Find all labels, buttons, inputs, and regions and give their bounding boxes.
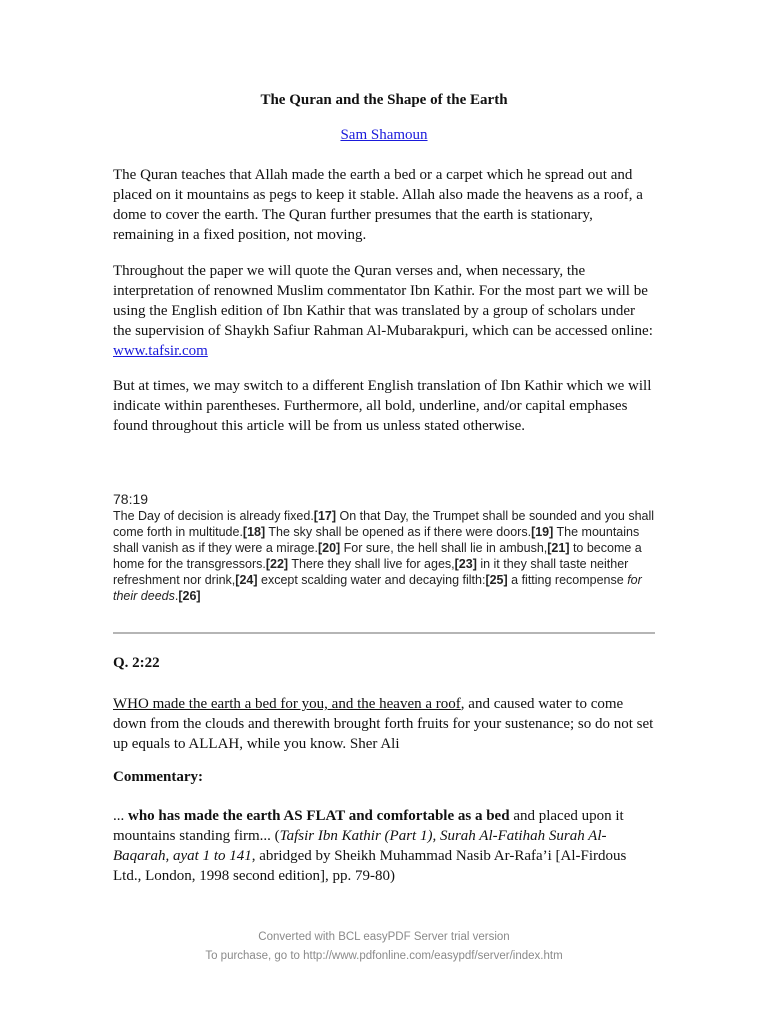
- quote-segment: The Day of decision is already fixed.: [113, 509, 314, 523]
- method-paragraph: [113, 261, 655, 361]
- verse-number: [23]: [454, 557, 477, 571]
- quote-segment: to become a home for the transgressors.: [113, 541, 642, 571]
- quote-segment: There they shall live for ages,: [288, 557, 455, 571]
- commentary-heading: Commentary:: [113, 769, 203, 785]
- intro-paragraph: The Quran teaches that Allah made the earth a bed or a carpet which he spread out and placed on it mountains as pegs to keep it stable. Allah also made the heavens as a roof, a dome to cover the earth. The Quran further presumes that the earth is stationary, remaining in a fixed position, not moving.: [113, 167, 643, 243]
- verse-rest-text: , and caused water to come down from the clouds and therewith brought forth fruits for your sustenance; so do not set up equals to ALLAH, while you know. Sher Ali: [113, 696, 654, 752]
- commentary-paragraph: [113, 806, 655, 886]
- quote-closing-italic: for their deeds: [113, 573, 642, 603]
- verse-number: [18]: [242, 525, 266, 539]
- author-byline: [113, 127, 655, 144]
- quote-reference: 78:19: [113, 491, 149, 507]
- quote-segment: On that Day, the Trumpet shall be sounded and you shall come forth in multitude.: [113, 509, 655, 539]
- tafsir-link[interactable]: www.tafsir.com: [113, 343, 208, 359]
- verse-number: [24]: [235, 573, 258, 587]
- commentary-citation-end: , abridged by Sheikh Muhammad Nasib Ar-Rafa’i [Al-Firdous Ltd., London, 1998 second edition], pp. 79-80): [113, 848, 627, 884]
- footer-line-1: Converted with BCL easyPDF Server trial version: [258, 931, 510, 943]
- quote-block: [113, 490, 655, 604]
- quote-segment: The mountains shall vanish as if they were a mirage.: [113, 525, 640, 555]
- verse-number: [22]: [265, 557, 289, 571]
- document-title: The Quran and the Shape of the Earth: [260, 92, 508, 108]
- conversion-footer: [0, 928, 768, 966]
- verse-number: [21]: [547, 541, 570, 555]
- commentary-bold-text: who has made the earth AS FLAT and comfortable as a bed: [128, 808, 510, 824]
- quote-segment: in it they shall taste neither refreshment nor drink,: [113, 557, 629, 587]
- quote-segment: except scalding water and decaying filth:: [257, 573, 486, 587]
- commentary-citation-title: Tafsir Ibn Kathir (Part 1), Surah Al-Fatihah Surah Al-Baqarah, ayat 1 to 141: [113, 828, 607, 864]
- translation-paragraph: But at times, we may switch to a different English translation of Ibn Kathir which we will indicate within parentheses. Furthermore, all bold, underline, and/or capital emphases found throughout this article will be from us unless stated otherwise.: [113, 378, 652, 434]
- commentary-mid-text: and placed upon it mountains standing firm... (: [113, 808, 624, 844]
- author-link[interactable]: Sam Shamoun: [340, 127, 428, 143]
- quote-closing-text: a fitting recompense: [507, 573, 628, 587]
- verse-number: [17]: [313, 509, 337, 523]
- quote-segment: The sky shall be opened as if there were doors.: [265, 525, 532, 539]
- section-reference: Q. 2:22: [113, 655, 160, 671]
- quote-closing-end: .: [174, 589, 179, 603]
- footer-line-2: To purchase, go to http://www.pdfonline.com/easypdf/server/index.htm: [205, 950, 563, 962]
- verse-number: [25]: [485, 573, 508, 587]
- commentary-prefix: ...: [113, 808, 128, 824]
- verse-paragraph: [113, 694, 655, 754]
- section-divider: [113, 632, 655, 634]
- method-paragraph-text: Throughout the paper we will quote the Quran verses and, when necessary, the interpretation of renowned Muslim commentator Ibn Kathir. For the most part we will be using the English edition of Ibn Kathir that was translated by a group of scholars under the supervision of Shaykh Safiur Rahman Al-Mubarakpuri, which can be accessed online:: [113, 263, 653, 339]
- quote-segment: For sure, the hell shall lie in ambush,: [340, 541, 548, 555]
- verse-number: [19]: [531, 525, 554, 539]
- verse-underlined-text: WHO made the earth a bed for you, and the heaven a roof: [113, 696, 461, 712]
- quote-text: [113, 508, 655, 604]
- verse-number: [26]: [178, 589, 201, 603]
- verse-number: [20]: [317, 541, 341, 555]
